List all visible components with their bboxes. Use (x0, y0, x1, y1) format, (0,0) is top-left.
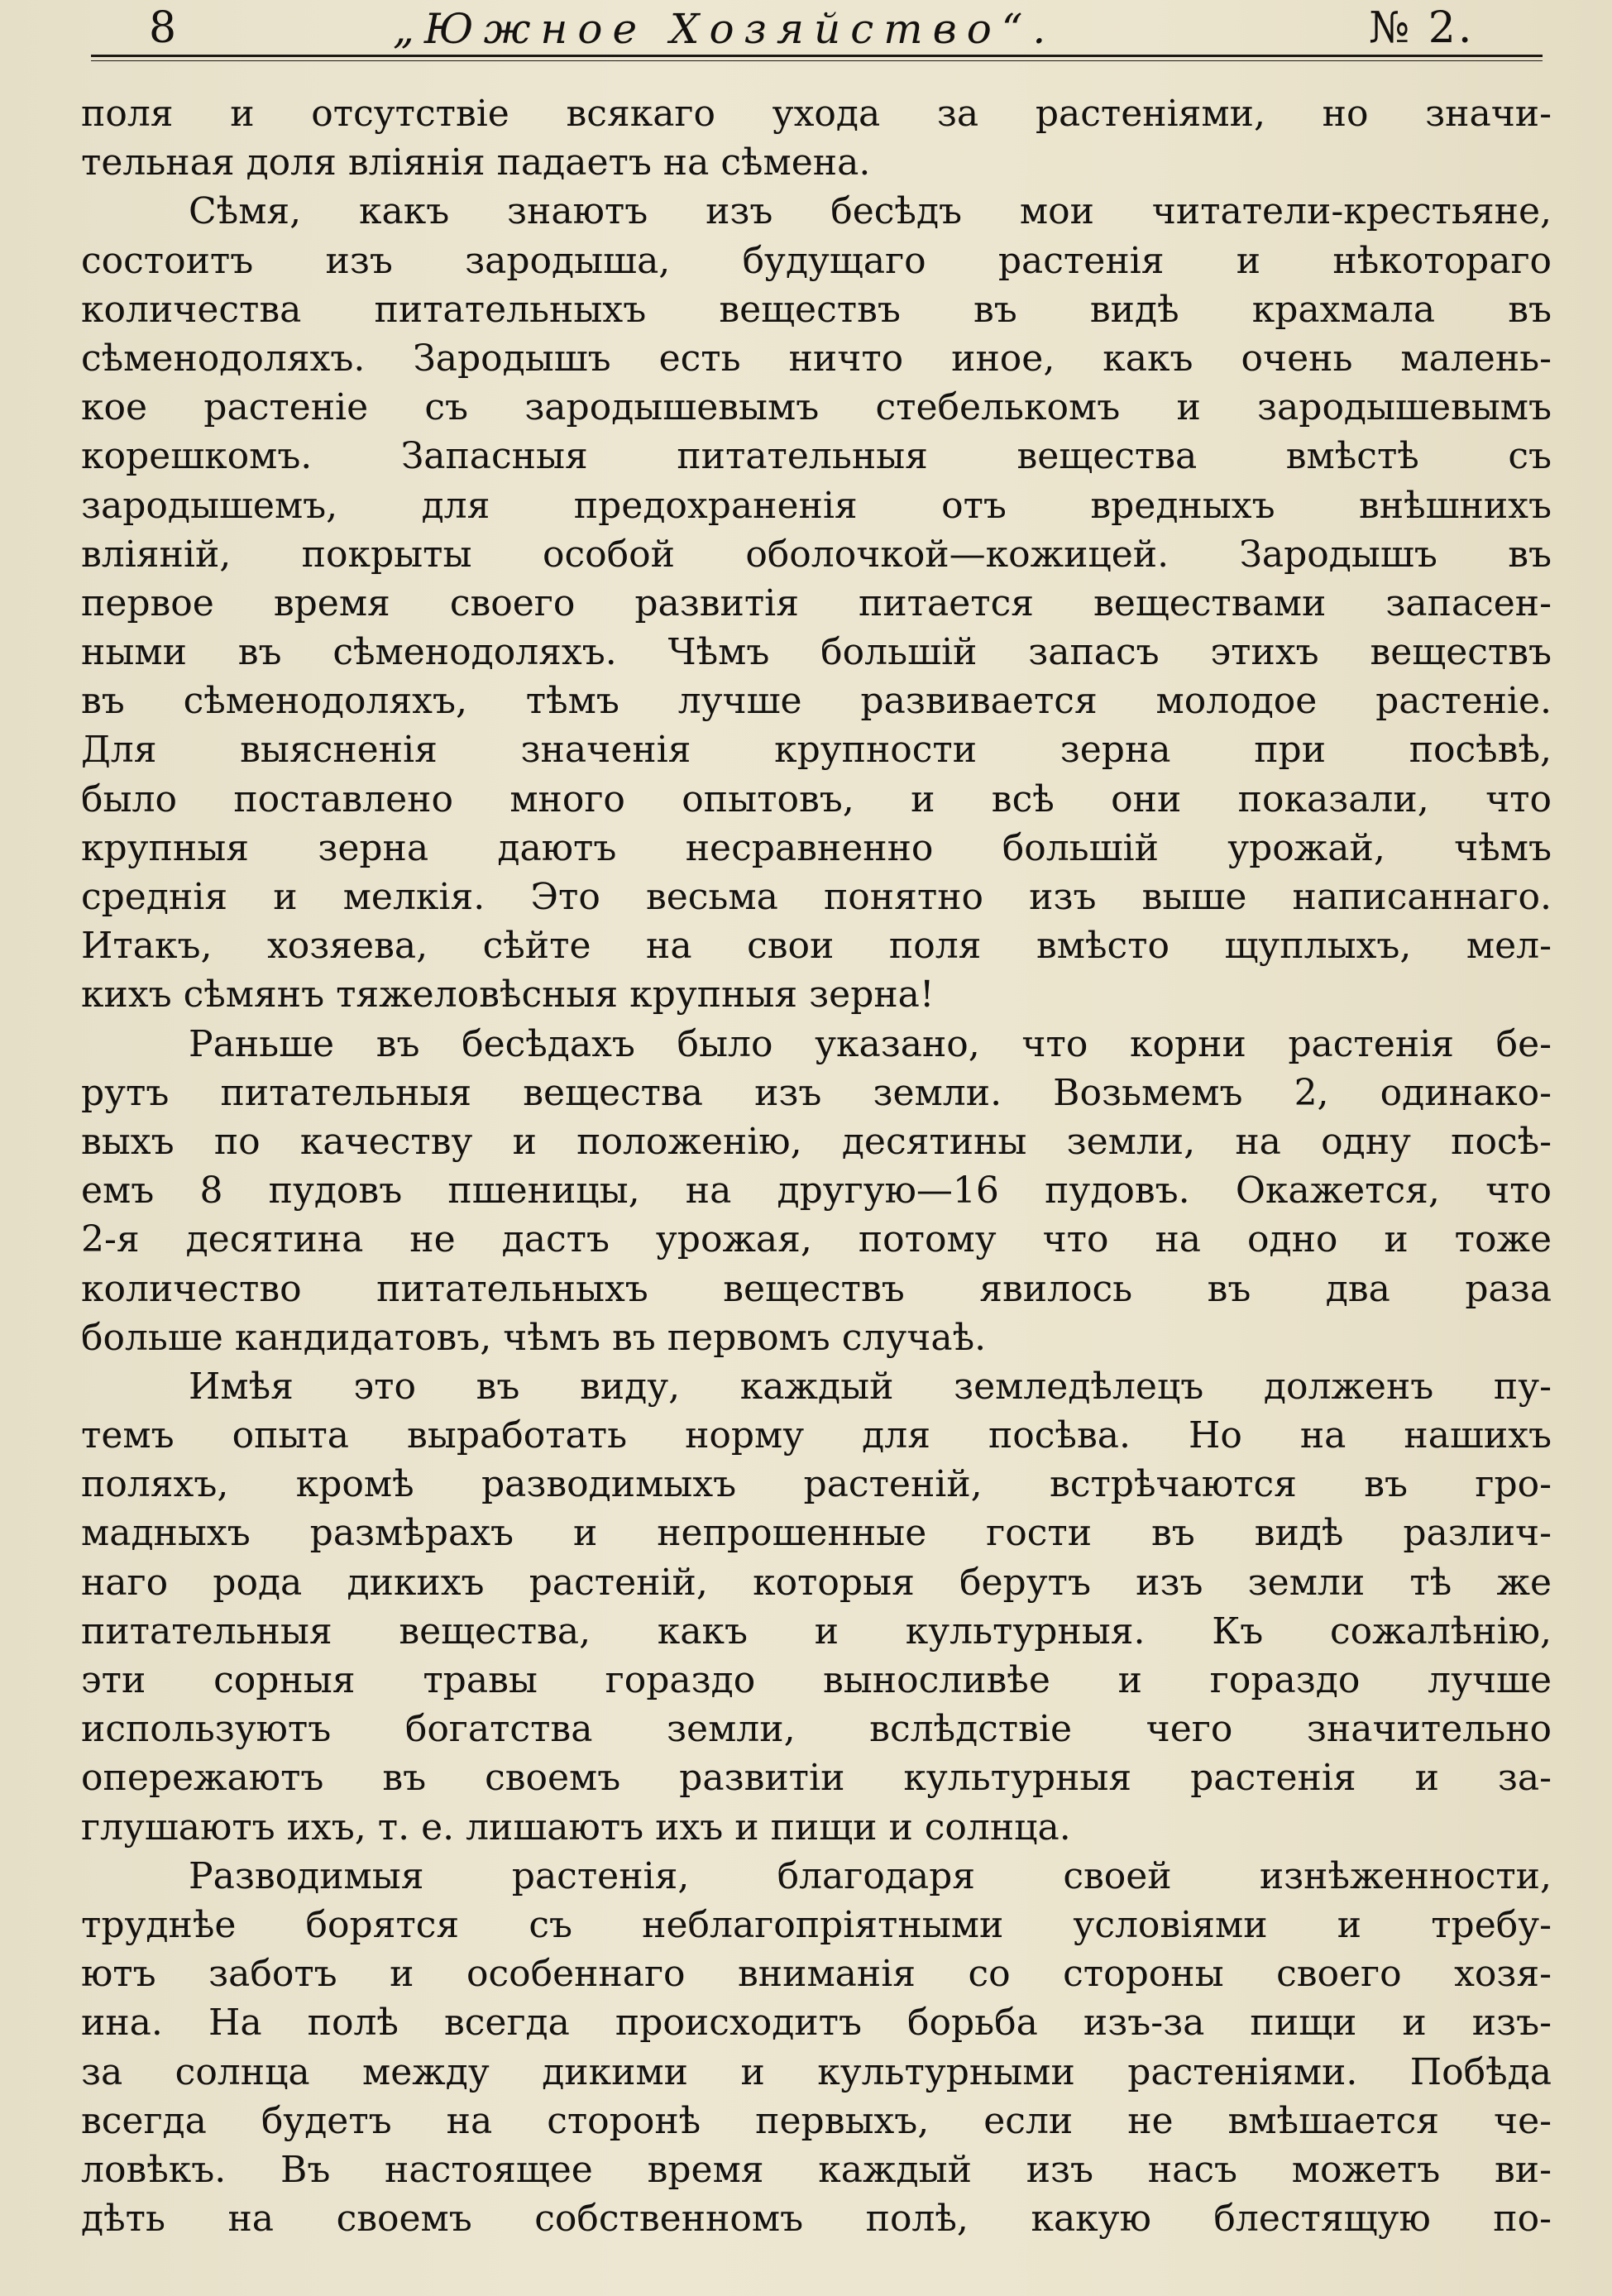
text-line: дѣть на своемъ собственномъ полѣ, какую блестящую по- (81, 2198, 1552, 2241)
text-line: Итакъ, хозяева, сѣйте на свои поля вмѣсто щуплыхъ, мел- (81, 925, 1552, 968)
text-line: ными въ сѣменодоляхъ. Чѣмъ большій запасъ этихъ веществъ (81, 631, 1552, 674)
text-line: первое время своего развитія питается веществами запасен- (81, 581, 1552, 624)
text-line: Раньше въ бесѣдахъ было указано, что корни растенія бе- (189, 1022, 1552, 1065)
text-line: зародышемъ, для предохраненія отъ вредныхъ внѣшнихъ (81, 484, 1552, 527)
text-line: эти сорныя травы гораздо выносливѣе и гораздо лучше (81, 1659, 1552, 1701)
text-line: используютъ богатства земли, вслѣдствіе чего значительно (81, 1708, 1552, 1751)
text-line: ловѣкъ. Въ настоящее время каждый изъ насъ можетъ ви- (81, 2148, 1552, 2191)
text-line: было поставлено много опытовъ, и всѣ они показали, что (81, 777, 1552, 820)
text-line: поля и отсутствіе всякаго ухода за растеніями, но значи- (81, 93, 1552, 135)
article-body (81, 89, 1552, 2243)
text-line: кихъ сѣмянъ тяжеловѣсныя крупныя зерна! (81, 973, 935, 1016)
text-line: Сѣмя, какъ знаютъ изъ бесѣдъ мои читатели-крестьяне, (189, 190, 1552, 233)
text-line: кое растеніе съ зародышевымъ стебелькомъ и зародышевымъ (81, 386, 1552, 429)
text-line: емъ 8 пудовъ пшеницы, на другую—16 пудовъ. Окажется, что (81, 1170, 1552, 1213)
issue-number: № 2. (1369, 3, 1475, 53)
text-line: количество питательныхъ веществъ явилось въ два раза (81, 1267, 1552, 1310)
text-line: наго рода дикихъ растеній, которыя берутъ изъ земли тѣ же (81, 1561, 1552, 1604)
text-line: больше кандидатовъ, чѣмъ въ первомъ случаѣ. (81, 1316, 987, 1359)
text-line: ина. На полѣ всегда происходитъ борьба изъ-за пищи и изъ- (81, 2002, 1552, 2045)
text-line: среднія и мелкія. Это весьма понятно изъ выше написаннаго. (81, 876, 1552, 918)
text-line: Разводимыя растенія, благодаря своей изнѣженности, (189, 1854, 1552, 1897)
page-number: 8 (149, 3, 179, 53)
text-line: ютъ заботъ и особеннаго вниманія со стороны своего хозя- (81, 1953, 1552, 1996)
text-line: вліяній, покрыты особой оболочкой—кожицей. Зародышъ въ (81, 533, 1552, 576)
text-line: крупныя зерна даютъ несравненно большій урожай, чѣмъ (81, 826, 1552, 869)
text-line: 2-я десятина не дастъ урожая, потому что на одно и тоже (81, 1218, 1552, 1261)
header-rule (91, 55, 1543, 57)
text-line: тельная доля вліянія падаетъ на сѣмена. (81, 141, 871, 184)
text-line: темъ опыта выработать норму для посѣва. Но на нашихъ (81, 1414, 1552, 1457)
text-line: труднѣе борятся съ неблагопріятными условіями и требу- (81, 1903, 1552, 1946)
page-header (91, 3, 1543, 55)
text-line: въ сѣменодоляхъ, тѣмъ лучше развивается молодое растеніе. (81, 680, 1552, 723)
text-line: поляхъ, кромѣ разводимыхъ растеній, встрѣчаются въ гро- (81, 1463, 1552, 1506)
text-line: всегда будетъ на сторонѣ первыхъ, если не вмѣшается че- (81, 2099, 1552, 2142)
text-line: глушаютъ ихъ, т. е. лишаютъ ихъ и пищи и солнца. (81, 1806, 1071, 1849)
text-line: опережаютъ въ своемъ развитіи культурныя растенія и за- (81, 1757, 1552, 1800)
text-line: рутъ питательныя вещества изъ земли. Возьмемъ 2, одинако- (81, 1071, 1552, 1114)
text-line: за солнца между дикими и культурными растеніями. Побѣда (81, 2050, 1552, 2093)
text-line: корешкомъ. Запасныя питательныя вещества вмѣстѣ съ (81, 435, 1552, 478)
text-line: состоитъ изъ зародыша, будущаго растенія и нѣкотораго (81, 239, 1552, 282)
text-line: питательныя вещества, какъ и культурныя. Къ сожалѣнію, (81, 1610, 1552, 1653)
text-line: выхъ по качеству и положенію, десятины земли, на одну посѣ- (81, 1120, 1552, 1163)
header-rule-thin (91, 60, 1543, 61)
text-line: сѣменодоляхъ. Зародышъ есть ничто иное, какъ очень малень- (81, 337, 1552, 380)
text-line: количества питательныхъ веществъ въ видѣ крахмала въ (81, 288, 1552, 331)
text-line: Имѣя это въ виду, каждый земледѣлецъ долженъ пу- (189, 1365, 1552, 1408)
text-line: мадныхъ размѣрахъ и непрошенные гости въ видѣ различ- (81, 1512, 1552, 1555)
text-line: Для выясненія значенія крупности зерна при посѣвѣ, (81, 729, 1552, 772)
journal-title: „Южное Хозяйство“. (393, 5, 1056, 53)
